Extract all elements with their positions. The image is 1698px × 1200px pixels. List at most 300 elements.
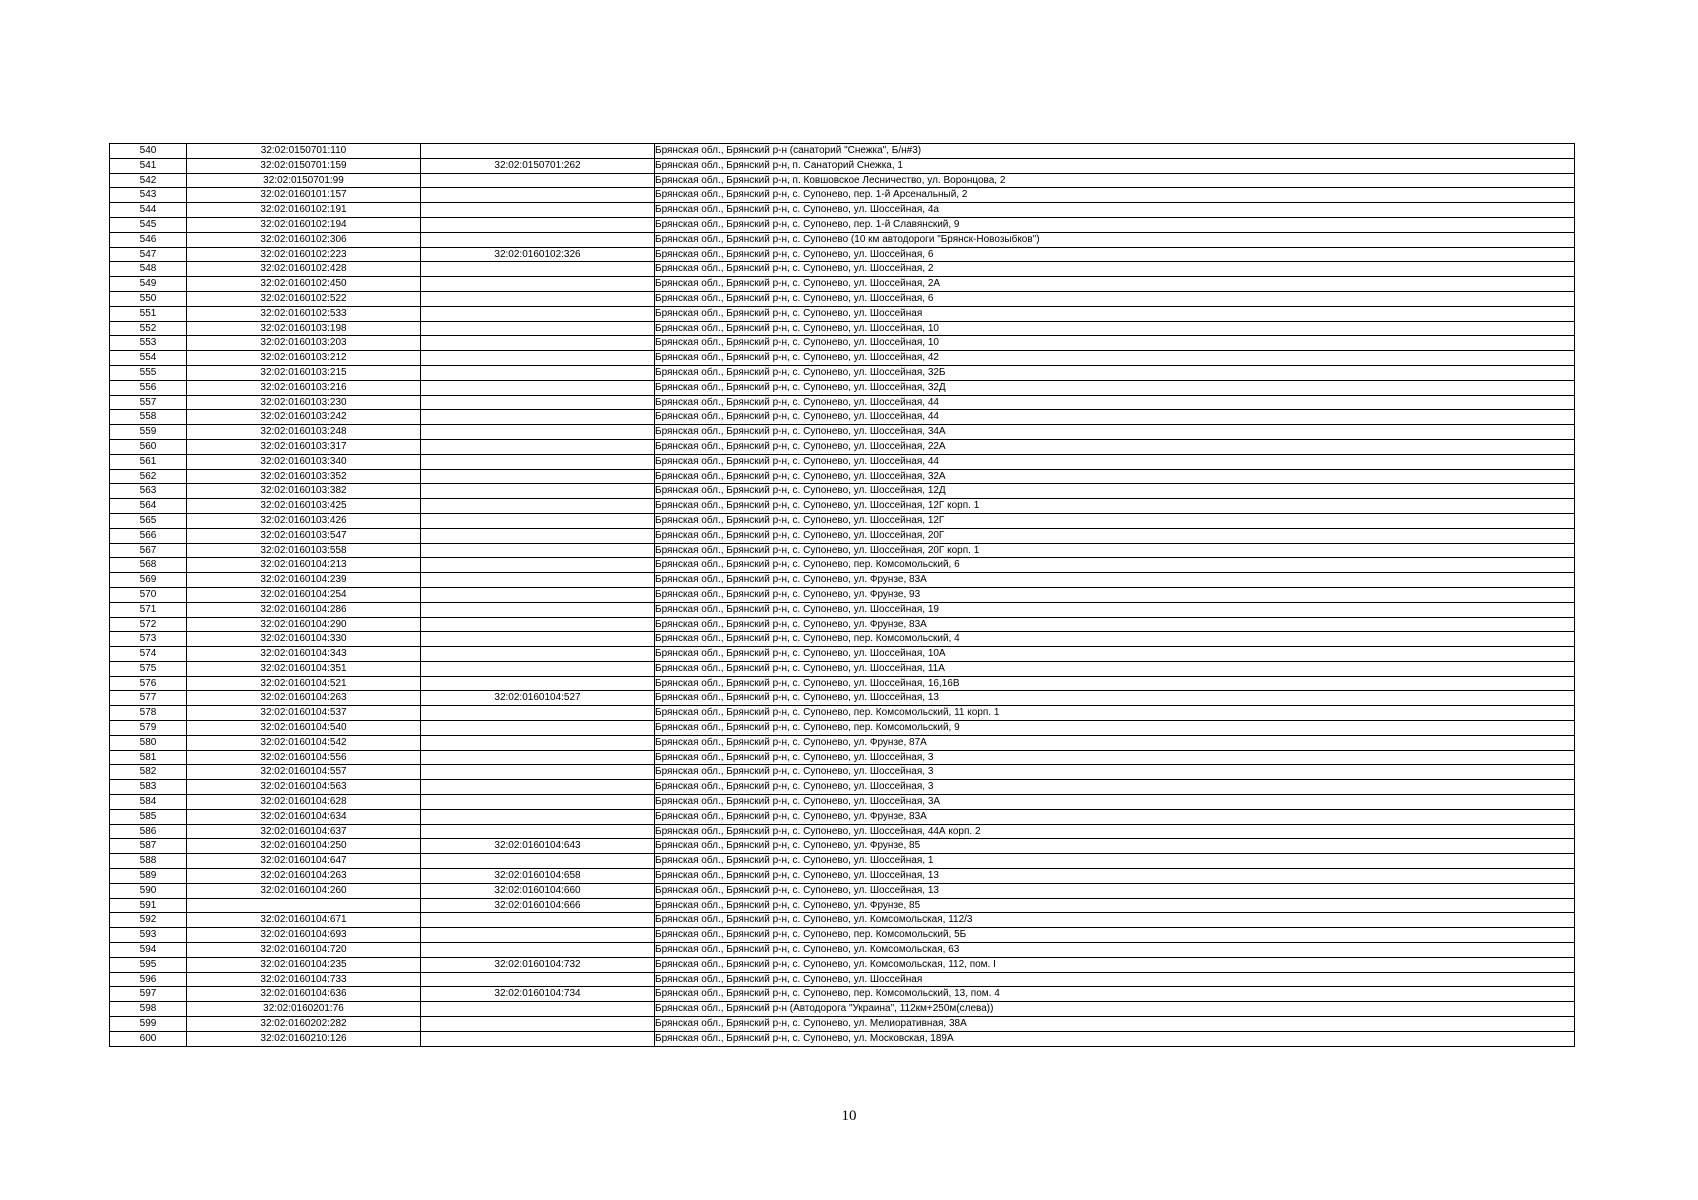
address-cell: Брянская обл., Брянский р-н, с. Супонево, ул. Шоссейная, 13 (655, 883, 1575, 898)
cadastral-number-cell: 32:02:0160102:533 (187, 306, 421, 321)
address-cell: Брянская обл., Брянский р-н, с. Супонево, пер. Комсомольский, 4 (655, 632, 1575, 647)
address-cell: Брянская обл., Брянский р-н, с. Супонево, ул. Фрунзе, 87А (655, 735, 1575, 750)
new-cadastral-number-cell: 32:02:0160104:732 (421, 957, 655, 972)
address-cell: Брянская обл., Брянский р-н, с. Супонево, ул. Шоссейная, 13 (655, 869, 1575, 884)
row-number-cell: 589 (110, 869, 187, 884)
address-cell: Брянская обл., Брянский р-н, с. Супонево, ул. Комсомольская, 112/3 (655, 913, 1575, 928)
address-cell: Брянская обл., Брянский р-н (санаторий "Снежка", Б/н#3) (655, 144, 1575, 159)
table-row (110, 661, 1575, 676)
table-row (110, 558, 1575, 573)
address-cell: Брянская обл., Брянский р-н, с. Супонево, ул. Шоссейная, 6 (655, 247, 1575, 262)
table-row (110, 291, 1575, 306)
cadastral-number-cell: 32:02:0160102:191 (187, 203, 421, 218)
cadastral-number-cell: 32:02:0160102:450 (187, 277, 421, 292)
table-row (110, 691, 1575, 706)
new-cadastral-number-cell (421, 469, 655, 484)
table-row (110, 1002, 1575, 1017)
cadastral-number-cell: 32:02:0160103:547 (187, 528, 421, 543)
row-number-cell: 558 (110, 410, 187, 425)
table-row (110, 469, 1575, 484)
new-cadastral-number-cell (421, 676, 655, 691)
address-cell: Брянская обл., Брянский р-н, п. Ковшовское Лесничество, ул. Воронцова, 2 (655, 173, 1575, 188)
table-row (110, 854, 1575, 869)
table-row (110, 484, 1575, 499)
cadastral-number-cell: 32:02:0160103:230 (187, 395, 421, 410)
table-row (110, 809, 1575, 824)
table-row (110, 898, 1575, 913)
table-row (110, 780, 1575, 795)
address-cell: Брянская обл., Брянский р-н, с. Супонево, ул. Шоссейная, 32А (655, 469, 1575, 484)
new-cadastral-number-cell (421, 780, 655, 795)
cadastral-number-cell: 32:02:0160104:213 (187, 558, 421, 573)
cadastral-number-cell: 32:02:0160104:647 (187, 854, 421, 869)
new-cadastral-number-cell (421, 395, 655, 410)
address-cell: Брянская обл., Брянский р-н, с. Супонево, ул. Шоссейная, 10А (655, 647, 1575, 662)
cadastral-number-cell: 32:02:0160102:522 (187, 291, 421, 306)
row-number-cell: 575 (110, 661, 187, 676)
table-row (110, 676, 1575, 691)
new-cadastral-number-cell (421, 217, 655, 232)
address-cell: Брянская обл., Брянский р-н, с. Супонево, ул. Шоссейная (655, 306, 1575, 321)
address-cell: Брянская обл., Брянский р-н, с. Супонево, ул. Шоссейная, 42 (655, 351, 1575, 366)
table-row (110, 647, 1575, 662)
row-number-cell: 574 (110, 647, 187, 662)
cadastral-number-cell: 32:02:0160104:235 (187, 957, 421, 972)
new-cadastral-number-cell (421, 750, 655, 765)
cadastral-number-cell: 32:02:0160103:426 (187, 513, 421, 528)
address-cell: Брянская обл., Брянский р-н, с. Супонево, ул. Шоссейная, 20Г (655, 528, 1575, 543)
new-cadastral-number-cell (421, 706, 655, 721)
row-number-cell: 543 (110, 188, 187, 203)
new-cadastral-number-cell (421, 425, 655, 440)
address-cell: Брянская обл., Брянский р-н, с. Супонево, ул. Фрунзе, 85 (655, 839, 1575, 854)
address-cell: Брянская обл., Брянский р-н, с. Супонево, ул. Шоссейная, 12Г (655, 513, 1575, 528)
new-cadastral-number-cell: 32:02:0160102:326 (421, 247, 655, 262)
row-number-cell: 557 (110, 395, 187, 410)
row-number-cell: 569 (110, 573, 187, 588)
row-number-cell: 576 (110, 676, 187, 691)
row-number-cell: 588 (110, 854, 187, 869)
table-row (110, 365, 1575, 380)
cadastral-number-cell: 32:02:0160104:351 (187, 661, 421, 676)
table-row (110, 499, 1575, 514)
table-row (110, 1017, 1575, 1032)
table-row (110, 913, 1575, 928)
new-cadastral-number-cell: 32:02:0160104:527 (421, 691, 655, 706)
cadastral-number-cell: 32:02:0150701:159 (187, 158, 421, 173)
row-number-cell: 565 (110, 513, 187, 528)
new-cadastral-number-cell (421, 1002, 655, 1017)
table-row (110, 351, 1575, 366)
row-number-cell: 548 (110, 262, 187, 277)
table-row (110, 883, 1575, 898)
table-row (110, 972, 1575, 987)
row-number-cell: 541 (110, 158, 187, 173)
row-number-cell: 600 (110, 1031, 187, 1046)
new-cadastral-number-cell (421, 558, 655, 573)
row-number-cell: 562 (110, 469, 187, 484)
row-number-cell: 552 (110, 321, 187, 336)
table-row (110, 395, 1575, 410)
table-row (110, 217, 1575, 232)
new-cadastral-number-cell (421, 1017, 655, 1032)
cadastral-number-cell: 32:02:0160104:239 (187, 573, 421, 588)
cadastral-number-cell: 32:02:0160104:557 (187, 765, 421, 780)
row-number-cell: 573 (110, 632, 187, 647)
table-row (110, 513, 1575, 528)
address-cell: Брянская обл., Брянский р-н, с. Супонево, ул. Шоссейная, 12Г корп. 1 (655, 499, 1575, 514)
address-cell: Брянская обл., Брянский р-н, с. Супонево (10 км автодороги "Брянск-Новозыбков") (655, 232, 1575, 247)
row-number-cell: 572 (110, 617, 187, 632)
cadastral-number-cell: 32:02:0160210:126 (187, 1031, 421, 1046)
new-cadastral-number-cell (421, 617, 655, 632)
cadastral-number-cell: 32:02:0160104:636 (187, 987, 421, 1002)
row-number-cell: 563 (110, 484, 187, 499)
cadastral-number-cell: 32:02:0160103:382 (187, 484, 421, 499)
address-cell: Брянская обл., Брянский р-н, с. Супонево, пер. Комсомольский, 5Б (655, 928, 1575, 943)
address-cell: Брянская обл., Брянский р-н, с. Супонево, ул. Шоссейная, 44 (655, 410, 1575, 425)
cadastral-number-cell: 32:02:0160103:340 (187, 454, 421, 469)
address-cell: Брянская обл., Брянский р-н, с. Супонево, ул. Шоссейная, 13 (655, 691, 1575, 706)
address-cell: Брянская обл., Брянский р-н, с. Супонево, пер. Комсомольский, 13, пом. 4 (655, 987, 1575, 1002)
new-cadastral-number-cell (421, 499, 655, 514)
row-number-cell: 550 (110, 291, 187, 306)
new-cadastral-number-cell (421, 173, 655, 188)
address-cell: Брянская обл., Брянский р-н, с. Супонево, пер. Комсомольский, 9 (655, 721, 1575, 736)
table-row (110, 824, 1575, 839)
table-row (110, 425, 1575, 440)
new-cadastral-number-cell (421, 277, 655, 292)
new-cadastral-number-cell (421, 203, 655, 218)
cadastral-number-cell (187, 898, 421, 913)
cadastral-number-cell: 32:02:0160104:720 (187, 943, 421, 958)
table-row (110, 232, 1575, 247)
cadastral-number-cell: 32:02:0160202:282 (187, 1017, 421, 1032)
cadastral-number-cell: 32:02:0160104:521 (187, 676, 421, 691)
address-cell: Брянская обл., Брянский р-н, с. Супонево, пер. Комсомольский, 6 (655, 558, 1575, 573)
address-cell: Брянская обл., Брянский р-н, с. Супонево, ул. Шоссейная, 22А (655, 439, 1575, 454)
new-cadastral-number-cell (421, 721, 655, 736)
address-cell: Брянская обл., Брянский р-н, с. Супонево, ул. Шоссейная, 10 (655, 321, 1575, 336)
row-number-cell: 579 (110, 721, 187, 736)
table-row (110, 158, 1575, 173)
cadastral-number-cell: 32:02:0160104:330 (187, 632, 421, 647)
table-row (110, 528, 1575, 543)
row-number-cell: 559 (110, 425, 187, 440)
new-cadastral-number-cell (421, 306, 655, 321)
address-cell: Брянская обл., Брянский р-н, с. Супонево, ул. Мелиоративная, 38А (655, 1017, 1575, 1032)
table-row (110, 247, 1575, 262)
new-cadastral-number-cell: 32:02:0160104:660 (421, 883, 655, 898)
new-cadastral-number-cell (421, 735, 655, 750)
table-row (110, 188, 1575, 203)
row-number-cell: 599 (110, 1017, 187, 1032)
cadastral-number-cell: 32:02:0160104:563 (187, 780, 421, 795)
cadastral-number-cell: 32:02:0160102:223 (187, 247, 421, 262)
cadastral-number-cell: 32:02:0150701:99 (187, 173, 421, 188)
table-row (110, 1031, 1575, 1046)
address-cell: Брянская обл., Брянский р-н, с. Супонево, ул. Шоссейная, 3А (655, 795, 1575, 810)
address-cell: Брянская обл., Брянский р-н, с. Супонево, ул. Шоссейная, 2А (655, 277, 1575, 292)
row-number-cell: 590 (110, 883, 187, 898)
row-number-cell: 580 (110, 735, 187, 750)
table-row (110, 795, 1575, 810)
table-row (110, 943, 1575, 958)
new-cadastral-number-cell: 32:02:0150701:262 (421, 158, 655, 173)
table-row (110, 632, 1575, 647)
address-cell: Брянская обл., Брянский р-н, с. Супонево, ул. Шоссейная, 3 (655, 765, 1575, 780)
cadastral-number-cell: 32:02:0160104:628 (187, 795, 421, 810)
new-cadastral-number-cell: 32:02:0160104:658 (421, 869, 655, 884)
table-row (110, 144, 1575, 159)
row-number-cell: 566 (110, 528, 187, 543)
address-cell: Брянская обл., Брянский р-н, с. Супонево, пер. Комсомольский, 11 корп. 1 (655, 706, 1575, 721)
new-cadastral-number-cell (421, 188, 655, 203)
new-cadastral-number-cell (421, 1031, 655, 1046)
table-row (110, 869, 1575, 884)
cadastral-number-cell: 32:02:0160104:733 (187, 972, 421, 987)
table-row (110, 543, 1575, 558)
address-cell: Брянская обл., Брянский р-н, с. Супонево, ул. Шоссейная, 19 (655, 602, 1575, 617)
cadastral-number-cell: 32:02:0160104:637 (187, 824, 421, 839)
row-number-cell: 540 (110, 144, 187, 159)
new-cadastral-number-cell (421, 351, 655, 366)
row-number-cell: 568 (110, 558, 187, 573)
table-row (110, 617, 1575, 632)
row-number-cell: 594 (110, 943, 187, 958)
address-cell: Брянская обл., Брянский р-н, с. Супонево, пер. 1-й Славянский, 9 (655, 217, 1575, 232)
table-row (110, 735, 1575, 750)
new-cadastral-number-cell (421, 380, 655, 395)
row-number-cell: 582 (110, 765, 187, 780)
new-cadastral-number-cell (421, 943, 655, 958)
row-number-cell: 560 (110, 439, 187, 454)
table-row (110, 587, 1575, 602)
address-cell: Брянская обл., Брянский р-н (Автодорога "Украина", 112км+250м(слева)) (655, 1002, 1575, 1017)
row-number-cell: 586 (110, 824, 187, 839)
row-number-cell: 555 (110, 365, 187, 380)
row-number-cell: 549 (110, 277, 187, 292)
table-row (110, 706, 1575, 721)
address-cell: Брянская обл., Брянский р-н, с. Супонево, ул. Комсомольская, 63 (655, 943, 1575, 958)
row-number-cell: 593 (110, 928, 187, 943)
row-number-cell: 578 (110, 706, 187, 721)
address-cell: Брянская обл., Брянский р-н, с. Супонево, ул. Шоссейная (655, 972, 1575, 987)
cadastral-number-cell: 32:02:0160104:343 (187, 647, 421, 662)
new-cadastral-number-cell (421, 854, 655, 869)
row-number-cell: 545 (110, 217, 187, 232)
cadastral-number-cell: 32:02:0160101:157 (187, 188, 421, 203)
row-number-cell: 583 (110, 780, 187, 795)
cadastral-number-cell: 32:02:0160103:242 (187, 410, 421, 425)
table-row (110, 928, 1575, 943)
row-number-cell: 581 (110, 750, 187, 765)
cadastral-number-cell: 32:02:0160103:352 (187, 469, 421, 484)
cadastral-number-cell: 32:02:0160104:263 (187, 691, 421, 706)
row-number-cell: 587 (110, 839, 187, 854)
row-number-cell: 571 (110, 602, 187, 617)
table-row (110, 410, 1575, 425)
address-cell: Брянская обл., Брянский р-н, с. Супонево, пер. 1-й Арсенальный, 2 (655, 188, 1575, 203)
cadastral-number-cell: 32:02:0160103:425 (187, 499, 421, 514)
cadastral-number-cell: 32:02:0160104:290 (187, 617, 421, 632)
new-cadastral-number-cell (421, 587, 655, 602)
row-number-cell: 596 (110, 972, 187, 987)
row-number-cell: 554 (110, 351, 187, 366)
address-cell: Брянская обл., Брянский р-н, с. Супонево, ул. Комсомольская, 112, пом. I (655, 957, 1575, 972)
row-number-cell: 546 (110, 232, 187, 247)
address-cell: Брянская обл., Брянский р-н, с. Супонево, ул. Шоссейная, 6 (655, 291, 1575, 306)
table-row (110, 306, 1575, 321)
table-row (110, 439, 1575, 454)
table-row (110, 262, 1575, 277)
table-row (110, 203, 1575, 218)
cadastral-number-cell: 32:02:0160104:693 (187, 928, 421, 943)
table-row (110, 173, 1575, 188)
row-number-cell: 577 (110, 691, 187, 706)
cadastral-number-cell: 32:02:0160102:306 (187, 232, 421, 247)
new-cadastral-number-cell (421, 484, 655, 499)
table-row (110, 750, 1575, 765)
cadastral-number-cell: 32:02:0160104:540 (187, 721, 421, 736)
registry-table (109, 143, 1575, 1047)
new-cadastral-number-cell (421, 144, 655, 159)
cadastral-number-cell: 32:02:0160102:194 (187, 217, 421, 232)
new-cadastral-number-cell (421, 439, 655, 454)
page-number: 10 (841, 1108, 857, 1124)
table-row (110, 721, 1575, 736)
cadastral-number-cell: 32:02:0160104:537 (187, 706, 421, 721)
new-cadastral-number-cell (421, 454, 655, 469)
new-cadastral-number-cell (421, 661, 655, 676)
address-cell: Брянская обл., Брянский р-н, с. Супонево, ул. Шоссейная, 2 (655, 262, 1575, 277)
table-row (110, 573, 1575, 588)
table-row (110, 454, 1575, 469)
new-cadastral-number-cell: 32:02:0160104:643 (421, 839, 655, 854)
table-row (110, 765, 1575, 780)
address-cell: Брянская обл., Брянский р-н, с. Супонево, ул. Московская, 189А (655, 1031, 1575, 1046)
table-row (110, 839, 1575, 854)
cadastral-number-cell: 32:02:0160104:263 (187, 869, 421, 884)
table-row (110, 277, 1575, 292)
address-cell: Брянская обл., Брянский р-н, с. Супонево, ул. Шоссейная, 3 (655, 750, 1575, 765)
row-number-cell: 585 (110, 809, 187, 824)
cadastral-number-cell: 32:02:0160104:250 (187, 839, 421, 854)
address-cell: Брянская обл., Брянский р-н, с. Супонево, ул. Фрунзе, 83А (655, 573, 1575, 588)
row-number-cell: 570 (110, 587, 187, 602)
row-number-cell: 551 (110, 306, 187, 321)
new-cadastral-number-cell (421, 824, 655, 839)
address-cell: Брянская обл., Брянский р-н, с. Супонево, ул. Шоссейная, 44 (655, 454, 1575, 469)
table-row (110, 380, 1575, 395)
new-cadastral-number-cell (421, 602, 655, 617)
address-cell: Брянская обл., Брянский р-н, с. Супонево, ул. Шоссейная, 32Д (655, 380, 1575, 395)
cadastral-number-cell: 32:02:0160104:542 (187, 735, 421, 750)
new-cadastral-number-cell (421, 928, 655, 943)
address-cell: Брянская обл., Брянский р-н, с. Супонево, ул. Шоссейная, 34А (655, 425, 1575, 440)
row-number-cell: 553 (110, 336, 187, 351)
address-cell: Брянская обл., Брянский р-н, с. Супонево, ул. Фрунзе, 93 (655, 587, 1575, 602)
cadastral-number-cell: 32:02:0160104:634 (187, 809, 421, 824)
new-cadastral-number-cell (421, 543, 655, 558)
row-number-cell: 544 (110, 203, 187, 218)
new-cadastral-number-cell (421, 795, 655, 810)
table-row (110, 957, 1575, 972)
new-cadastral-number-cell (421, 410, 655, 425)
row-number-cell: 597 (110, 987, 187, 1002)
cadastral-number-cell: 32:02:0160201:76 (187, 1002, 421, 1017)
cadastral-number-cell: 32:02:0160104:260 (187, 883, 421, 898)
address-cell: Брянская обл., Брянский р-н, с. Супонево, ул. Шоссейная, 11А (655, 661, 1575, 676)
cadastral-number-cell: 32:02:0160103:203 (187, 336, 421, 351)
address-cell: Брянская обл., Брянский р-н, с. Супонево, ул. Шоссейная, 44А корп. 2 (655, 824, 1575, 839)
cadastral-number-cell: 32:02:0160103:558 (187, 543, 421, 558)
address-cell: Брянская обл., Брянский р-н, с. Супонево, ул. Шоссейная, 12Д (655, 484, 1575, 499)
new-cadastral-number-cell (421, 262, 655, 277)
row-number-cell: 595 (110, 957, 187, 972)
cadastral-number-cell: 32:02:0150701:110 (187, 144, 421, 159)
new-cadastral-number-cell (421, 513, 655, 528)
cadastral-number-cell: 32:02:0160103:216 (187, 380, 421, 395)
new-cadastral-number-cell (421, 632, 655, 647)
row-number-cell: 561 (110, 454, 187, 469)
row-number-cell: 542 (110, 173, 187, 188)
new-cadastral-number-cell (421, 573, 655, 588)
new-cadastral-number-cell (421, 321, 655, 336)
table-row (110, 987, 1575, 1002)
new-cadastral-number-cell (421, 232, 655, 247)
row-number-cell: 592 (110, 913, 187, 928)
new-cadastral-number-cell (421, 365, 655, 380)
cadastral-number-cell: 32:02:0160104:671 (187, 913, 421, 928)
new-cadastral-number-cell (421, 809, 655, 824)
address-cell: Брянская обл., Брянский р-н, с. Супонево, ул. Шоссейная, 16,16В (655, 676, 1575, 691)
new-cadastral-number-cell (421, 972, 655, 987)
registry-table-body (110, 144, 1575, 1047)
row-number-cell: 584 (110, 795, 187, 810)
cadastral-number-cell: 32:02:0160103:212 (187, 351, 421, 366)
address-cell: Брянская обл., Брянский р-н, с. Супонево, ул. Шоссейная, 44 (655, 395, 1575, 410)
new-cadastral-number-cell: 32:02:0160104:666 (421, 898, 655, 913)
cadastral-number-cell: 32:02:0160104:254 (187, 587, 421, 602)
cadastral-number-cell: 32:02:0160104:286 (187, 602, 421, 617)
address-cell: Брянская обл., Брянский р-н, с. Супонево, ул. Шоссейная, 32Б (655, 365, 1575, 380)
new-cadastral-number-cell (421, 647, 655, 662)
address-cell: Брянская обл., Брянский р-н, п. Санаторий Снежка, 1 (655, 158, 1575, 173)
row-number-cell: 564 (110, 499, 187, 514)
cadastral-number-cell: 32:02:0160103:198 (187, 321, 421, 336)
address-cell: Брянская обл., Брянский р-н, с. Супонево, ул. Фрунзе, 83А (655, 617, 1575, 632)
cadastral-number-cell: 32:02:0160103:215 (187, 365, 421, 380)
address-cell: Брянская обл., Брянский р-н, с. Супонево, ул. Шоссейная, 20Г корп. 1 (655, 543, 1575, 558)
new-cadastral-number-cell (421, 291, 655, 306)
cadastral-number-cell: 32:02:0160102:428 (187, 262, 421, 277)
address-cell: Брянская обл., Брянский р-н, с. Супонево, ул. Шоссейная, 4а (655, 203, 1575, 218)
cadastral-number-cell: 32:02:0160103:317 (187, 439, 421, 454)
table-row (110, 336, 1575, 351)
row-number-cell: 547 (110, 247, 187, 262)
new-cadastral-number-cell (421, 336, 655, 351)
row-number-cell: 556 (110, 380, 187, 395)
row-number-cell: 591 (110, 898, 187, 913)
address-cell: Брянская обл., Брянский р-н, с. Супонево, ул. Шоссейная, 3 (655, 780, 1575, 795)
row-number-cell: 567 (110, 543, 187, 558)
address-cell: Брянская обл., Брянский р-н, с. Супонево, ул. Фрунзе, 83А (655, 809, 1575, 824)
table-row (110, 321, 1575, 336)
row-number-cell: 598 (110, 1002, 187, 1017)
new-cadastral-number-cell: 32:02:0160104:734 (421, 987, 655, 1002)
table-row (110, 602, 1575, 617)
